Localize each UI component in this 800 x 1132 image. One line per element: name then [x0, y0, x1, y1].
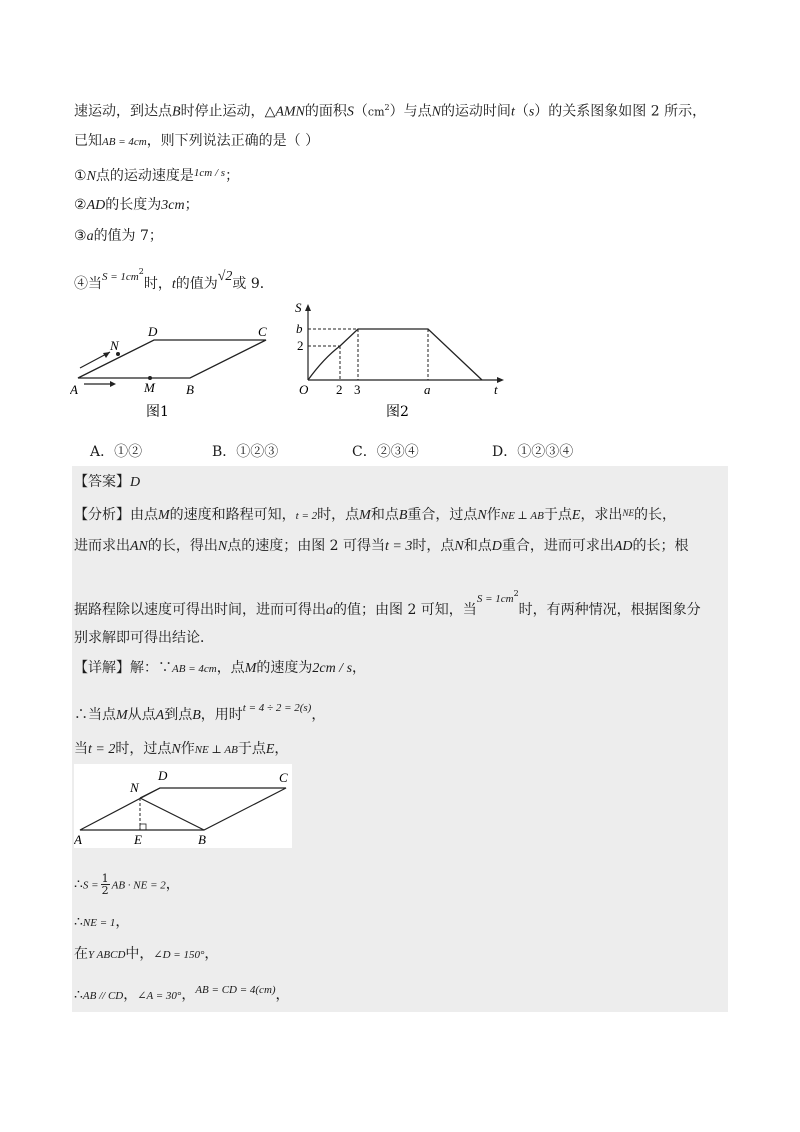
label-b: B [186, 382, 194, 397]
label-e: E [134, 832, 142, 847]
label-b: B [198, 832, 206, 847]
solution-figure [74, 764, 292, 848]
solution-figure-diagram [74, 764, 292, 848]
detail-line-7: ∴AB // CD，∠A = 30°，$^{AB = CD = 4(cm)}$， [74, 984, 290, 1003]
label-n: N [130, 780, 139, 795]
analysis-line-4: 别求解即可得出结论． [74, 630, 214, 646]
label-a: A [74, 832, 82, 847]
label-b: b [296, 321, 303, 336]
parallelogram-abcd [80, 788, 286, 830]
analysis-line-1: 【分析】由点M的速度和路程可知，t = 2时，点M和点B重合，过点N作NE ⊥ AB于点E，求出$^{NE}$的长， [74, 507, 676, 523]
detail-line-3: 当t = 2时，过点N作NE ⊥ AB于点E， [74, 741, 289, 757]
detail-line-4: ∴S = $\frac{1}{2}$ AB · NE = 2， [74, 872, 180, 897]
statement-3: ③a的值为 7； [74, 228, 163, 244]
label-s: S [295, 300, 302, 315]
statement-1: ①N点的运动速度是$^{1cm / s}$； [74, 167, 240, 184]
figure-2 [292, 298, 512, 428]
label-2-x: 2 [336, 382, 343, 397]
label-3: 3 [354, 382, 361, 397]
answer-line: 【答案】D [74, 474, 141, 490]
label-o: O [299, 382, 309, 397]
arrowhead-m [110, 381, 116, 387]
t-axis-arrow [497, 377, 504, 383]
detail-line-2: ∴当点M从点A到点B，用时$^{t = 4 \div 2 = 2(s)}$， [74, 702, 326, 723]
label-c: C [279, 770, 288, 785]
statement-2: ②AD的长度为3cm； [74, 197, 199, 213]
choice-b: B．①②③ [212, 444, 279, 460]
label-n: N [110, 338, 119, 353]
label-a: A [70, 382, 78, 397]
detail-line-5: ∴NE = 1， [74, 914, 130, 930]
detail-line-1: 【详解】解：∵AB = 4cm，点M的速度为2cm / s， [74, 660, 367, 676]
question-line-2: 已知AB = 4cm，则下列说法正确的是（ ） [74, 133, 320, 149]
graph-curve [308, 329, 482, 380]
figure-1-diagram [70, 318, 280, 428]
s-axis-arrow [305, 304, 311, 311]
figure-2-graph [292, 298, 512, 428]
detail-line-6: 在Y ABCD中，∠D = 150°， [74, 946, 219, 962]
choice-c: C．②③④ [352, 444, 419, 460]
label-a: a [424, 382, 431, 397]
figure-1 [70, 318, 280, 428]
analysis-line-2: 进而求出AN的长，得出N点的速度；由图 2 可得当t = 3时，点N和点D重合，进而可求出AD的长；根 [74, 538, 689, 554]
label-m: M [144, 380, 155, 395]
parallelogram [78, 340, 266, 378]
analysis-line-3: 据路程除以速度可得出时间，进而可得出a的值；由图 2 可知，当$^{S = 1cm2}$时，有两种情况，根据图象分 [74, 589, 701, 618]
question-line-1: 速运动，到达点B时停止运动，△AMN的面积$S(cm^2)$与点N的运动时间t（s）的关系图象如图 2 所示， [74, 103, 707, 120]
label-d: D [148, 324, 158, 339]
right-angle-mark [140, 824, 146, 830]
figure-1-caption: 图1 [146, 404, 169, 420]
label-2-y: 2 [297, 338, 304, 353]
fraction-half: $\frac{1}{2}$ [101, 872, 109, 897]
choice-a: A．①② [90, 444, 143, 460]
statement-4: ④当$^{S = 1cm2}$时，t的值为√2或 9． [74, 267, 274, 292]
figure-2-caption: 图2 [386, 404, 409, 420]
choice-d: D．①②③④ [492, 444, 574, 460]
segment-nb [140, 798, 204, 830]
label-t: t [494, 382, 498, 397]
segment-nd [140, 788, 160, 798]
label-d: D [158, 768, 168, 783]
label-c: C [258, 324, 267, 339]
